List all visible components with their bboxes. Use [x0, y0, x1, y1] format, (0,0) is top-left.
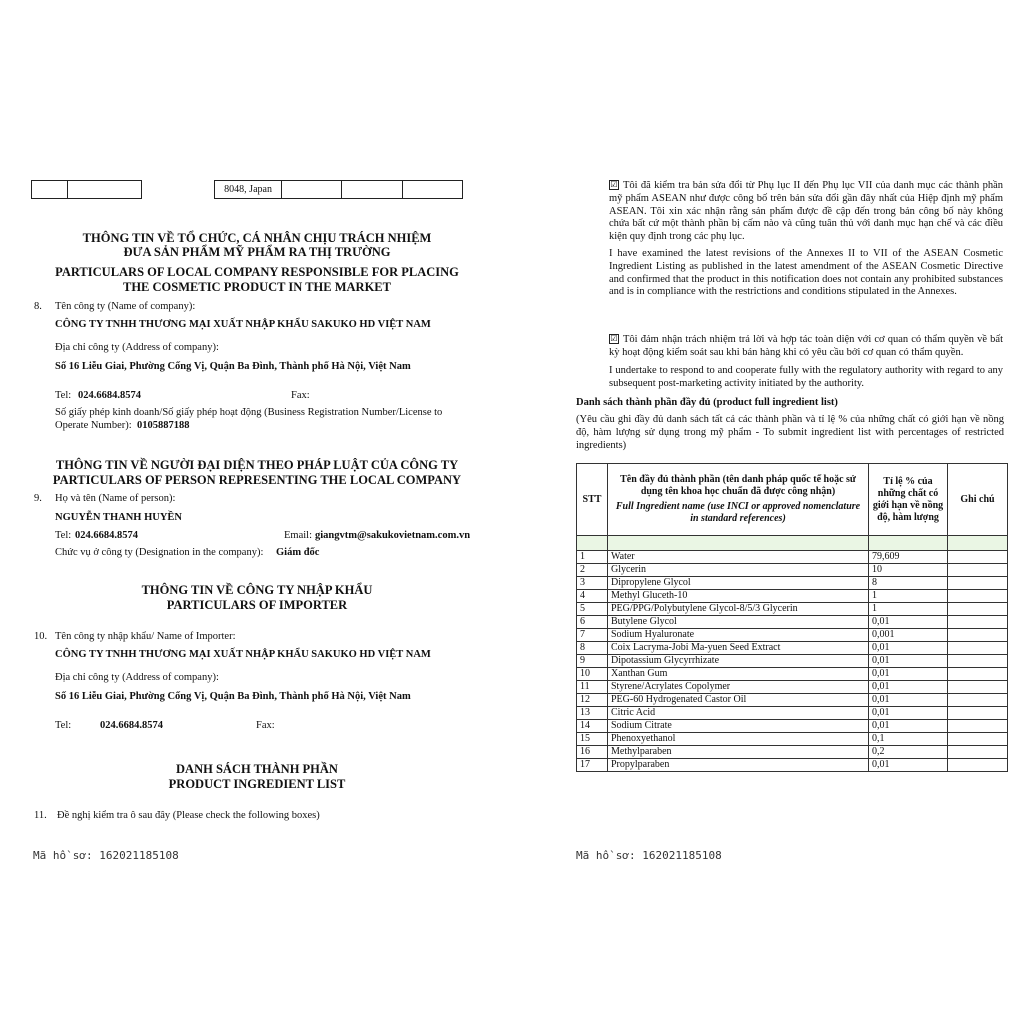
file-number-right: Mã hồ sơ: 162021185108: [576, 849, 722, 862]
row-stt: 11: [577, 681, 608, 694]
table-row: [577, 759, 1008, 772]
row-percentage: 10: [869, 564, 948, 577]
item10-address: Số 16 Liễu Giai, Phường Cống Vị, Quận Ba Đình, Thành phố Hà Nội, Việt Nam: [55, 691, 411, 702]
row-ingredient-name: Water: [608, 551, 869, 564]
row-stt: 13: [577, 707, 608, 720]
item8-fax-label: Fax:: [291, 390, 310, 401]
row-stt: 7: [577, 629, 608, 642]
row-ingredient-name: Butylene Glycol: [608, 616, 869, 629]
item11-number: 11.: [34, 810, 47, 821]
item10-name-label: Tên công ty nhập khẩu/ Name of Importer:: [55, 631, 236, 642]
local-heading-vn-2: ĐƯA SẢN PHẨM MỸ PHẨM RA THỊ TRƯỜNG: [123, 245, 391, 259]
row-stt: 6: [577, 616, 608, 629]
row-stt: 2: [577, 564, 608, 577]
row-note: [948, 616, 1008, 629]
row-ingredient-name: Citric Acid: [608, 707, 869, 720]
postal-cell: 8048, Japan: [215, 181, 282, 199]
importer-heading-vn: THÔNG TIN VỀ CÔNG TY NHẬP KHẨU: [141, 583, 373, 597]
item8-address-label: Địa chỉ công ty (Address of company):: [55, 342, 219, 353]
row-note: [948, 655, 1008, 668]
item10-tel: 024.6684.8574: [100, 720, 163, 731]
row-stt: 17: [577, 759, 608, 772]
row-stt: 10: [577, 668, 608, 681]
item8-license: 0105887188: [137, 420, 190, 431]
row-ingredient-name: PEG-60 Hydrogenated Castor Oil: [608, 694, 869, 707]
col-pct: Tỉ lệ % của những chất có giới hạn về nồng độ, hàm lượng: [869, 464, 948, 536]
table-row: [577, 720, 1008, 733]
table-row: [577, 564, 1008, 577]
row-note: [948, 759, 1008, 772]
row-note: [948, 668, 1008, 681]
item8-number: 8.: [34, 301, 42, 312]
row-note: [948, 642, 1008, 655]
row-percentage: 0,01: [869, 720, 948, 733]
item8-license-label-2: Operate Number):: [55, 420, 132, 431]
row-stt: 12: [577, 694, 608, 707]
row-stt: 15: [577, 733, 608, 746]
check1-vn: [609, 180, 1003, 244]
row-ingredient-name: Coix Lacryma-Jobi Ma-yuen Seed Extract: [608, 642, 869, 655]
table-row: [577, 733, 1008, 746]
row-note: [948, 577, 1008, 590]
row-percentage: 0,2: [869, 746, 948, 759]
row-ingredient-name: PEG/PPG/Polybutylene Glycol-8/5/3 Glycerin: [608, 603, 869, 616]
row-ingredient-name: Phenoxyethanol: [608, 733, 869, 746]
item9-person: NGUYỄN THANH HUYỀN: [55, 512, 182, 523]
ingredient-table-body: [577, 536, 1008, 772]
row-percentage: 0,01: [869, 642, 948, 655]
row-note: [948, 720, 1008, 733]
item9-tel-label: Tel:: [55, 530, 72, 541]
list-heading-en: PRODUCT INGREDIENT LIST: [168, 777, 346, 791]
row-stt: 1: [577, 551, 608, 564]
row-percentage: 0,01: [869, 694, 948, 707]
table-row: [577, 668, 1008, 681]
rep-heading-vn: THÔNG TIN VỀ NGƯỜI ĐẠI DIỆN THEO PHÁP LUẬT CỦA CÔNG TY: [55, 458, 459, 472]
row-note: [948, 681, 1008, 694]
row-stt: 16: [577, 746, 608, 759]
row-ingredient-name: Propylparaben: [608, 759, 869, 772]
item8-tel-label: Tel:: [55, 390, 72, 401]
row-percentage: 0,1: [869, 733, 948, 746]
local-heading-en-2: THE COSMETIC PRODUCT IN THE MARKET: [123, 280, 391, 294]
col-name-vn: Tên đầy đủ thành phần (tên danh pháp quốc tế hoặc sử dụng tên khoa học chuẩn đã được công nhận): [620, 474, 856, 497]
row-ingredient-name: Glycerin: [608, 564, 869, 577]
row-note: [948, 629, 1008, 642]
row-note: [948, 694, 1008, 707]
row-percentage: 1: [869, 590, 948, 603]
check2-vn-text: Tôi đảm nhận trách nhiệm trả lời và hợp tác toàn diện với cơ quan có thẩm quyền về bất kỳ hoạt động kiểm soát sau khi bán hàng khi có yêu cầu bởi cơ quan có thẩm quyền.: [609, 334, 1003, 358]
table-row: [577, 707, 1008, 720]
check1-vn-text: Tôi đã kiểm tra bản sửa đổi từ Phụ lục II đến Phụ lục VII của danh mục các thành phần mỹ phẩm ASEAN như được công bố trên bản sửa đổi gần đây nhất của Hiệp định mỹ phẩm ASEAN. Tôi xin xác nhận rằng sản phẩm được đề cập đến trong bản công bố này không chứa bất cứ một thành phần bị cấm nào và cũng tuân thủ với danh mục hạn chế và các điều kiện quy định trong các phụ lục.: [609, 180, 1003, 243]
row-stt: 8: [577, 642, 608, 655]
col-name: [608, 464, 869, 536]
importer-heading-en: PARTICULARS OF IMPORTER: [166, 598, 348, 612]
row-note: [948, 707, 1008, 720]
item9-position: Giám đốc: [276, 547, 320, 558]
row-ingredient-name: Sodium Hyaluronate: [608, 629, 869, 642]
item11-text: Đề nghị kiểm tra ô sau đây (Please check the following boxes): [57, 810, 320, 821]
row-ingredient-name: Dipropylene Glycol: [608, 577, 869, 590]
item10-company: CÔNG TY TNHH THƯƠNG MẠI XUẤT NHẬP KHẨU SAKUKO HD VIỆT NAM: [55, 649, 431, 660]
top-row-table: [31, 180, 463, 199]
row-percentage: 0,01: [869, 616, 948, 629]
row-percentage: 8: [869, 577, 948, 590]
row-note: [948, 564, 1008, 577]
ingredient-list-note: (Yêu cầu ghi đầy đủ danh sách tất cả các thành phần và tỉ lệ % của những chất có giới hạn về nồng độ, hàm lượng sử dụng trong mỹ phẩm - To submit ingredient list with percentages of restricted ingredients): [576, 414, 1004, 451]
item10-tel-label: Tel:: [55, 720, 72, 731]
table-row: [577, 590, 1008, 603]
row-stt: 9: [577, 655, 608, 668]
row-note: [948, 733, 1008, 746]
row-note: [948, 551, 1008, 564]
row-ingredient-name: Sodium Citrate: [608, 720, 869, 733]
table-spacer-row: [577, 536, 1008, 551]
table-row: [577, 694, 1008, 707]
item9-position-label: Chức vụ ở công ty (Designation in the company):: [55, 547, 264, 558]
file-number-left: Mã hồ sơ: 162021185108: [33, 849, 179, 862]
check1-en: I have examined the latest revisions of the Annexes II to VII of the ASEAN Cosmetic Ingredient Listing as published in the latest amendment of the ASEAN Cosmetic Directive and confirmed that the product in this notification does not contain any prohibited substances and is in compliance with the restrictions and conditions stipulated in the Annexes.: [609, 248, 1003, 298]
ingredient-table: [576, 463, 1008, 772]
row-percentage: 0,001: [869, 629, 948, 642]
check2-en: I undertake to respond to and cooperate fully with the regulatory authority with regard to any subsequent post-marketing activity initiated by the authority.: [609, 365, 1003, 389]
item8-license-label: Số giấy phép kinh doanh/Số giấy phép hoạt động (Business Registration Number/License to: [55, 407, 443, 418]
list-heading-vn: DANH SÁCH THÀNH PHẦN: [176, 762, 338, 776]
item9-tel: 024.6684.8574: [75, 530, 138, 541]
item8-tel: 024.6684.8574: [78, 390, 141, 401]
row-percentage: 0,01: [869, 759, 948, 772]
row-percentage: 79,609: [869, 551, 948, 564]
table-row: [577, 616, 1008, 629]
col-note: Ghi chú: [948, 464, 1008, 536]
row-stt: 14: [577, 720, 608, 733]
item9-number: 9.: [34, 493, 42, 504]
row-ingredient-name: Methylparaben: [608, 746, 869, 759]
row-percentage: 0,01: [869, 681, 948, 694]
checkbox-1[interactable]: ☑: [610, 180, 618, 189]
item10-number: 10.: [34, 631, 48, 642]
item10-address-label: Địa chỉ công ty (Address of company):: [55, 672, 219, 683]
rep-heading-en: PARTICULARS OF PERSON REPRESENTING THE LOCAL COMPANY: [52, 473, 462, 487]
row-stt: 5: [577, 603, 608, 616]
table-row: [577, 603, 1008, 616]
item8-company: CÔNG TY TNHH THƯƠNG MẠI XUẤT NHẬP KHẨU SAKUKO HD VIỆT NAM: [55, 319, 431, 330]
item9-email: giangvtm@sakukovietnam.com.vn: [315, 530, 471, 541]
table-row: [577, 746, 1008, 759]
ingredient-list-title: Danh sách thành phần đầy đủ (product full ingredient list): [576, 397, 838, 408]
row-note: [948, 590, 1008, 603]
check2-vn: [609, 334, 1003, 360]
table-row: [577, 681, 1008, 694]
item8-name-label: Tên công ty (Name of company):: [55, 301, 196, 312]
table-row: [577, 551, 1008, 564]
checkbox-2[interactable]: ☑: [610, 334, 618, 343]
row-percentage: 0,01: [869, 707, 948, 720]
local-heading-vn-1: THÔNG TIN VỀ TỔ CHỨC, CÁ NHÂN CHỊU TRÁCH NHIỆM: [82, 231, 432, 245]
row-percentage: 1: [869, 603, 948, 616]
row-note: [948, 603, 1008, 616]
table-row: [577, 655, 1008, 668]
table-row: [577, 642, 1008, 655]
col-stt: STT: [577, 464, 608, 536]
col-name-en: Full Ingredient name (use INCI or approved nomenclature in standard references): [615, 501, 861, 524]
item9-name-label: Họ và tên (Name of person):: [55, 493, 176, 504]
row-stt: 4: [577, 590, 608, 603]
item9-email-label: Email:: [284, 530, 312, 541]
item8-address: Số 16 Liễu Giai, Phường Cống Vị, Quận Ba Đình, Thành phố Hà Nội, Việt Nam: [55, 361, 411, 372]
row-stt: 3: [577, 577, 608, 590]
row-ingredient-name: Xanthan Gum: [608, 668, 869, 681]
table-row: [577, 577, 1008, 590]
row-percentage: 0,01: [869, 668, 948, 681]
row-note: [948, 746, 1008, 759]
item10-fax-label: Fax:: [256, 720, 275, 731]
table-row: [577, 629, 1008, 642]
row-ingredient-name: Styrene/Acrylates Copolymer: [608, 681, 869, 694]
row-ingredient-name: Dipotassium Glycyrrhizate: [608, 655, 869, 668]
local-heading-en-1: PARTICULARS OF LOCAL COMPANY RESPONSIBLE FOR PLACING: [55, 265, 459, 279]
row-ingredient-name: Methyl Gluceth-10: [608, 590, 869, 603]
row-percentage: 0,01: [869, 655, 948, 668]
